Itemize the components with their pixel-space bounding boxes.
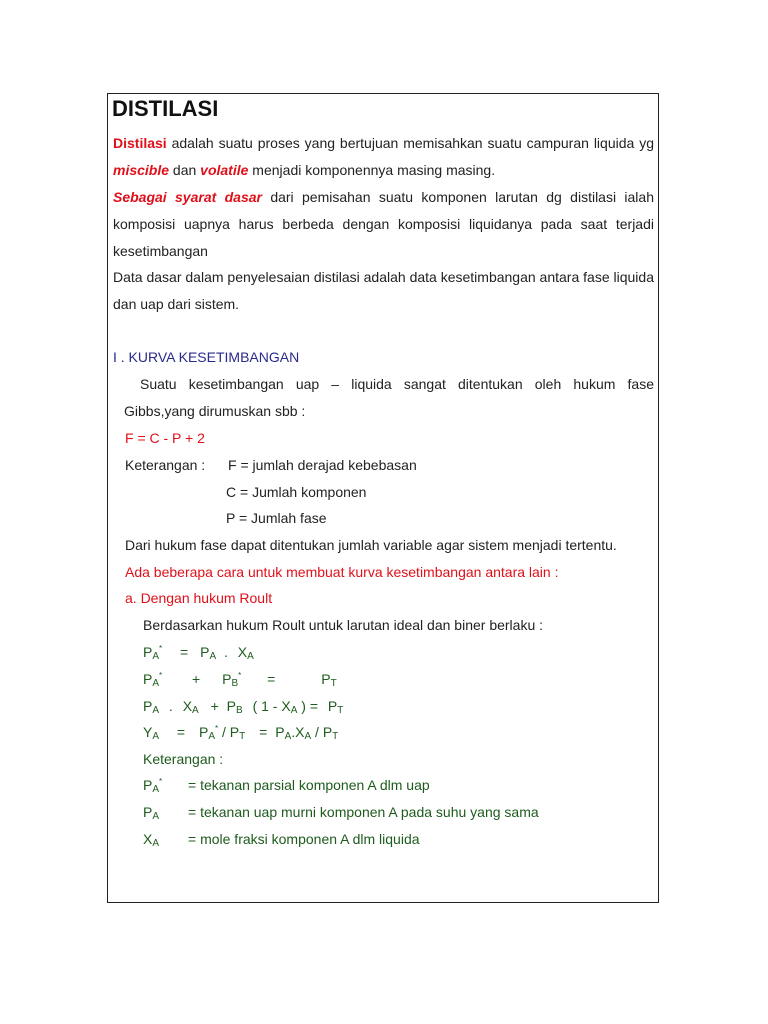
def-pa: = tekanan uap murni komponen A pada suhu yang sama (188, 804, 539, 820)
methods-intro: Ada beberapa cara untuk membuat kurva kesetimbangan antara lain : (125, 564, 559, 580)
paragraph-syarat: Sebagai syarat dasar dari pemisahan suatu komponen larutan dg distilasi ialah komposisi uapnya harus berbeda dengan komposisi liquidanya pada saat terjadi kesetimbangan (113, 189, 654, 259)
body-line-2: Gibbs,yang dirumuskan sbb : (124, 403, 306, 419)
paragraph-data-dasar: Data dasar dalam penyelesaian distilasi adalah data kesetimbangan antara fase liquida dan uap dari sistem. (113, 269, 654, 312)
term-distilasi: Distilasi (113, 135, 167, 151)
def-xa: = mole fraksi komponen A dlm liquida (188, 831, 420, 847)
term-volatile: volatile (200, 162, 249, 178)
keterangan-label: Keterangan : (125, 457, 206, 473)
keterangan-2-label: Keterangan : (143, 751, 224, 767)
ket-p: P = Jumlah fase (226, 510, 327, 526)
def-pa-star-symbol: $P_A^*$ (143, 777, 163, 795)
paragraph-definition: Distilasi adalah suatu proses yang bertujuan memisahkan suatu campuran liquida yg miscible dan volatile menjadi komponennya masing masing. (113, 135, 654, 178)
term-syarat-dasar: Sebagai syarat dasar (113, 189, 262, 205)
page-title: DISTILASI (112, 96, 219, 121)
equation-1: $P_A^* = P_A$ . $X_A$ (143, 644, 254, 662)
gibbs-formula: F = C - P + 2 (125, 430, 205, 446)
conclusion-line: Dari hukum fase dapat ditentukan jumlah variable agar sistem menjadi tertentu. (125, 537, 617, 553)
def-xa-symbol: $X_A$ (143, 831, 160, 849)
equation-4: $Y_A = P_A^* / P_T = P_A.X_A / P_T$ (143, 724, 339, 742)
method-a-heading: a. Dengan hukum Roult (125, 590, 273, 606)
ket-f: F = jumlah derajad kebebasan (228, 457, 417, 473)
def-pa-symbol: $P_A$ (143, 804, 160, 822)
section-heading: I . KURVA KESETIMBANGAN (113, 349, 300, 365)
def-pa-star: = tekanan parsial komponen A dlm uap (188, 777, 430, 793)
body-line-1: Suatu kesetimbangan uap – liquida sangat ditentukan oleh hukum fase (140, 376, 654, 392)
ket-c: C = Jumlah komponen (226, 484, 367, 500)
roult-intro: Berdasarkan hukum Roult untuk larutan ideal dan biner berlaku : (143, 617, 544, 633)
term-miscible: miscible (113, 162, 170, 178)
equation-2: $P_A^* + P_B^* = P_T$ (143, 671, 337, 689)
equation-3: $P_A$ . $X_A + P_B$ ( $1 - X_A$ ) = $P_T$ (143, 698, 344, 716)
